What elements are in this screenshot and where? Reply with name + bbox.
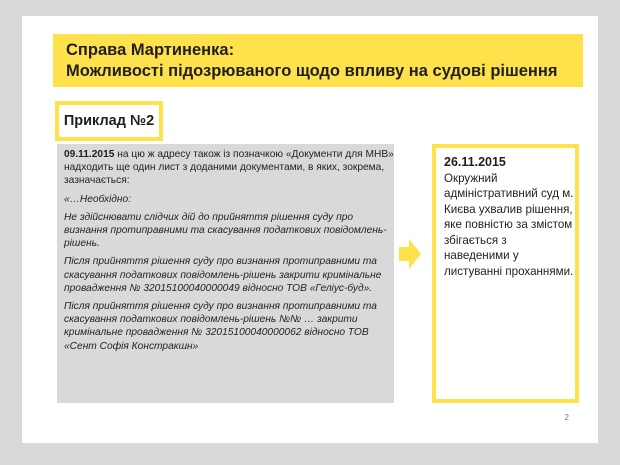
- decision-text: Окружний адміністративний суд м. Києва ухвалив рішення, яке повністю за змістом збігається з наведеними у листуванні проханнями.: [444, 171, 574, 278]
- title-bar: [53, 34, 583, 87]
- court-decision-box: [432, 144, 579, 403]
- intro-text: на цю ж адресу також із позначкою «Документи для МНВ» надходить ще один лист з доданими документами, в яких, зокрема, зазначається:: [64, 149, 394, 187]
- decision-date: 26.11.2015: [444, 155, 506, 169]
- intro-date: 09.11.2015: [64, 149, 115, 160]
- title-line-2: Можливості підозрюваного щодо впливу на судові рішення: [66, 62, 558, 80]
- example-label-box: [55, 101, 163, 141]
- title-line-1: Справа Мартиненка:: [66, 41, 235, 59]
- intro-paragraph: [64, 148, 394, 188]
- quote-paragraph-2: Після прийняття рішення суду про визнання протиправними та скасування податкових повідомлень-рішень закрити кримінальне провадження № 32015100040000049 відносно ТОВ «Геліус-буд».: [64, 256, 382, 294]
- example-label: Приклад №2: [63, 113, 155, 129]
- slide: [22, 16, 598, 443]
- quote-paragraph-3: Після прийняття рішення суду про визнання протиправними та скасування податкових повідомлень-рішень №№ … закрити кримінальне провадження № 32015100040000062 відносно ТОВ «Сент Софія Констракшн»: [64, 301, 377, 352]
- letter-excerpt-panel: [57, 144, 394, 403]
- quote-paragraph-1: Не здійснювати слідчих дій до прийняття рішення суду про визнання протиправними та скасування податкових повідомлень-рішень.: [64, 211, 387, 250]
- arrow-right-icon: [399, 239, 421, 269]
- quote-start: «…Необхідно:: [64, 193, 132, 205]
- page-number: 2: [564, 413, 569, 422]
